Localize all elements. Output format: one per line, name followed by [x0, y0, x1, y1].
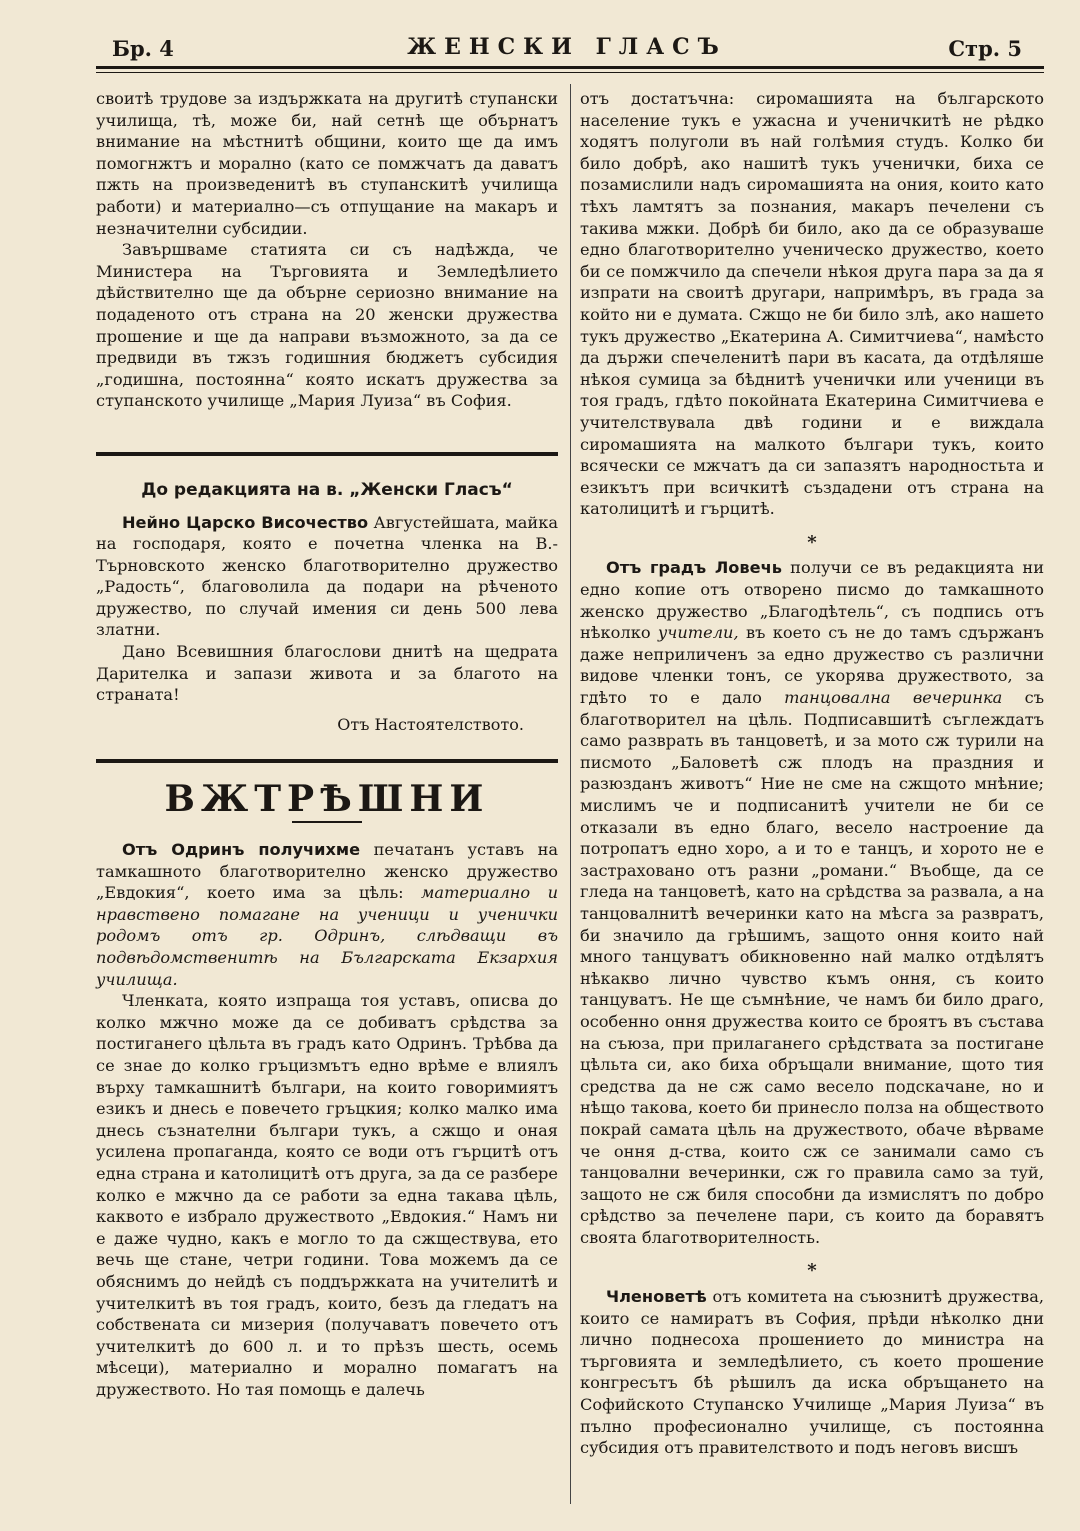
right-column [580, 88, 1044, 1459]
lovech-text-2: въ което съ не до тамъ сдържанъ даже неприличенъ за едно дружество съ различни видове членки тонъ, се укорява дружеството, за гдѣто то е дало [580, 623, 1044, 708]
members-paragraph [580, 1286, 1044, 1459]
lovech-lead: Отъ градъ Ловечь [606, 558, 782, 578]
article-continuation: своитѣ трудове за издържката на другитѣ ступански училища, тѣ, може би, най сетнѣ ще обърнатъ внимание на мѣстнитѣ общини, които ще да имъ помогнжтъ и морално (като се помжчатъ да даватъ пжть на произведенитѣ въ ступанскитѣ училища работи) и материално—съ отпущание на макаръ и незначителни субсидии. [96, 89, 558, 238]
lovech-text-3: съ благотворител на цѣль. Подписавшитѣ съглеждатъ само разврать въ танцоветѣ, и за мото сж турили на писмото „Баловетѣ сж плодъ на праздния и разюзданъ животъ“ Ние не сме на сжщото мнѣние; мислимъ че и подписанитѣ учители не би се отказали въ едно благо, весело настроение да потропатъ едно хоро, а и то е танцъ, и хорото не е застраховано отъ разни „романи.“ Въобще, да се гледа на танцоветѣ, като на срѣдства за развала, а на танцовалнитѣ вечеринки като на мѣсга за развратъ, би значило да грѣшимъ, защото оння които най много танцуватъ обикновенно най малко отдѣлятъ нѣкакво лично чувство къмъ оння, съ които танцуватъ. Не ще съмнѣние, че намъ би било драго, особенно оння дружества които се броятъ въ състава на съюза, при прилаганего срѣдствата за постигане цѣльта си, ако биха обръщали внимание, щото тия средства да не сж само весело подскачане, но и нѣщо такова, което би принесло полза на обществото покрай самата цѣль на дружеството, обаче вѣрваме че оння д-ства, които сж се занимали само съ танцовални вечеринки, сж го правила само за туй, защото не сж биля способни да измислятъ по добро срѣдство за печелене пари, съ които да боравятъ своята благотворителность. [580, 688, 1045, 1247]
members-text: отъ комитета на съюзнитѣ дружества, които се намиратъ въ София, прѣди нѣколко дни лично поднесоха прошението до министра на търговията и земледѣлието, съ което прошение конгресътъ бѣ рѣшилъ да иска обръщането на Софийското Ступанско Училище „Мария Луиза“ въ пълно професионално училище, съ постоянна субсидия отъ правителството и подъ неговъ висшъ [580, 1287, 1044, 1458]
letter-text: Августейшата, майка на господаря, която е почетна членка на В.-Търновското женско благотворително дружество „Радость“, благоволила да подари на рѣченото дружество, по случай имения си день 500 лева златни. [96, 512, 558, 640]
lovech-text-1: получи се въ редакцията ни едно копие отъ отворено писмо до тамкашното женско дружество „Благодѣтель“, съ подпись отъ нѣколко [580, 558, 1044, 643]
page-number: Стр. 5 [948, 36, 1022, 61]
separator-star-2: * [807, 1260, 817, 1282]
article-closing-paragraph: Завършваме статията си съ надѣжда, че Министера на Търговията и Земледѣлието дѣйствително ще да обърне сериозно внимание на подаденото отъ страна на 20 женски дружества прошение и ще да направи възможното, за да се предвиди въ тжзъ годишния бюджетъ субсидия „годишна, постоянна“ която искатъ дружества за ступанското училище „Мария Луиза“ въ София. [96, 240, 558, 411]
letter-lead: Нейно Царско Височество [122, 512, 369, 532]
issue-number: Бр. 4 [112, 36, 174, 61]
letter-body [96, 512, 558, 642]
lovech-italic-2: танцовална вечеринка [784, 688, 1003, 708]
lovech-paragraph [580, 557, 1044, 1248]
lovech-italic-1: учители, [657, 623, 739, 643]
section-title: ВЖТРѢШНИ [164, 778, 490, 821]
newspaper-title: ЖЕНСКИ ГЛАСЪ [407, 34, 727, 60]
page-header [112, 32, 1022, 66]
separator-star: * [807, 531, 817, 553]
column-divider [570, 84, 571, 1504]
odrin-paragraph-2: Членката, която изпраща тоя уставъ, описва до колко мжчно може да се добиватъ срѣдства за постиганего цѣльта въ градъ като Одринъ. Трѣбва да се знае до колко гръцизмътъ едно врѣме е влиялъ върху тамкашнитѣ българи, на които говоримиятъ езикъ и днесь е повечето гръцкия; колко малко има днесь съзнателни българи тукъ, а сжщо и оная усилена пропаганда, която се води отъ гърцитѣ отъ една страна и католицитѣ отъ друга, за да се разбере колко е мжчно да се работи за една такава цѣль, каквото е избрало дружеството „Евдокия.“ Намъ ни е даже чудно, какъ е могло то да сжществува, ето вечь ще стане, четри години. Това можемъ да се обяснимъ до нейдѣ съ поддържката на учителитѣ и учителкитѣ въ тоя градъ, които, безъ да гледатъ на собствената си мизерия (получаватъ повечето отъ учителкитѣ до 600 л. и то прѣзъ шесть, осемь мѣсеци), материално и морално помагатъ на дружеството. Но тая помощь е далечь [96, 991, 558, 1399]
letter-title: До редакцията на в. „Женски Гласъ“ [141, 479, 513, 500]
odrin-continuation: отъ достатъчна: сиромашията на българското население тукъ е ужасна и ученичкитѣ не рѣдко ходятъ полуголи въ най голѣмия студъ. Колко би било добрѣ, ако нашитѣ тукъ ученички, биха се позамислили надъ сиромашията на ония, които като тѣхъ ламтятъ за познания, макаръ печелени съ такива мжки. Добрѣ би било, ако да се образуваше едно благотворително ученическо дружество, което би се помжчило да спечели нѣкоя друга пара за да я изпрати на своитѣ другари, напримѣръ, въ града за който ни е думата. Сжщо не би било злѣ, ако нашето тукъ дружество „Екатерина А. Симитчиева“, намѣсто да държи спечеленитѣ пари въ касата, да отдѣляше нѣкоя сумица за бѣднитѣ ученички или ученици въ тоя градъ, гдѣто покойната Екатерина Симитчиева е учителствувала двѣ години и е виждала сиромашията на малкото българи тукъ, които всячески се мжчатъ да си запазятъ народностьта и езикътъ при всичкитѣ създадени отъ страна на католицитѣ и гърцитѣ. [580, 89, 1044, 519]
letter-wish: Дано Всевишния благослови днитѣ на щедрата Дарителка и запази живота и за благото на страната! [96, 642, 558, 705]
left-column [96, 88, 558, 1400]
letter-signature: Отъ Настоятелството. [337, 714, 524, 734]
odrin-purpose: материално и нравствено помагане на ученици и ученички родомъ отъ гр. Одринъ, слѣдващи въ подвѣдомственитѣ на Българската Екзархия училища. [96, 883, 558, 989]
odrin-text: печатанъ уставъ на тамкашното благотворително женско дружество „Евдокия“, което има за цѣль: [96, 840, 559, 903]
header-rule [96, 66, 1044, 69]
odrin-lead: Отъ Одринъ получихме [122, 840, 361, 860]
odrin-paragraph [96, 839, 558, 990]
members-lead: Членоветѣ [606, 1287, 707, 1307]
header-rule-thin [96, 72, 1044, 73]
